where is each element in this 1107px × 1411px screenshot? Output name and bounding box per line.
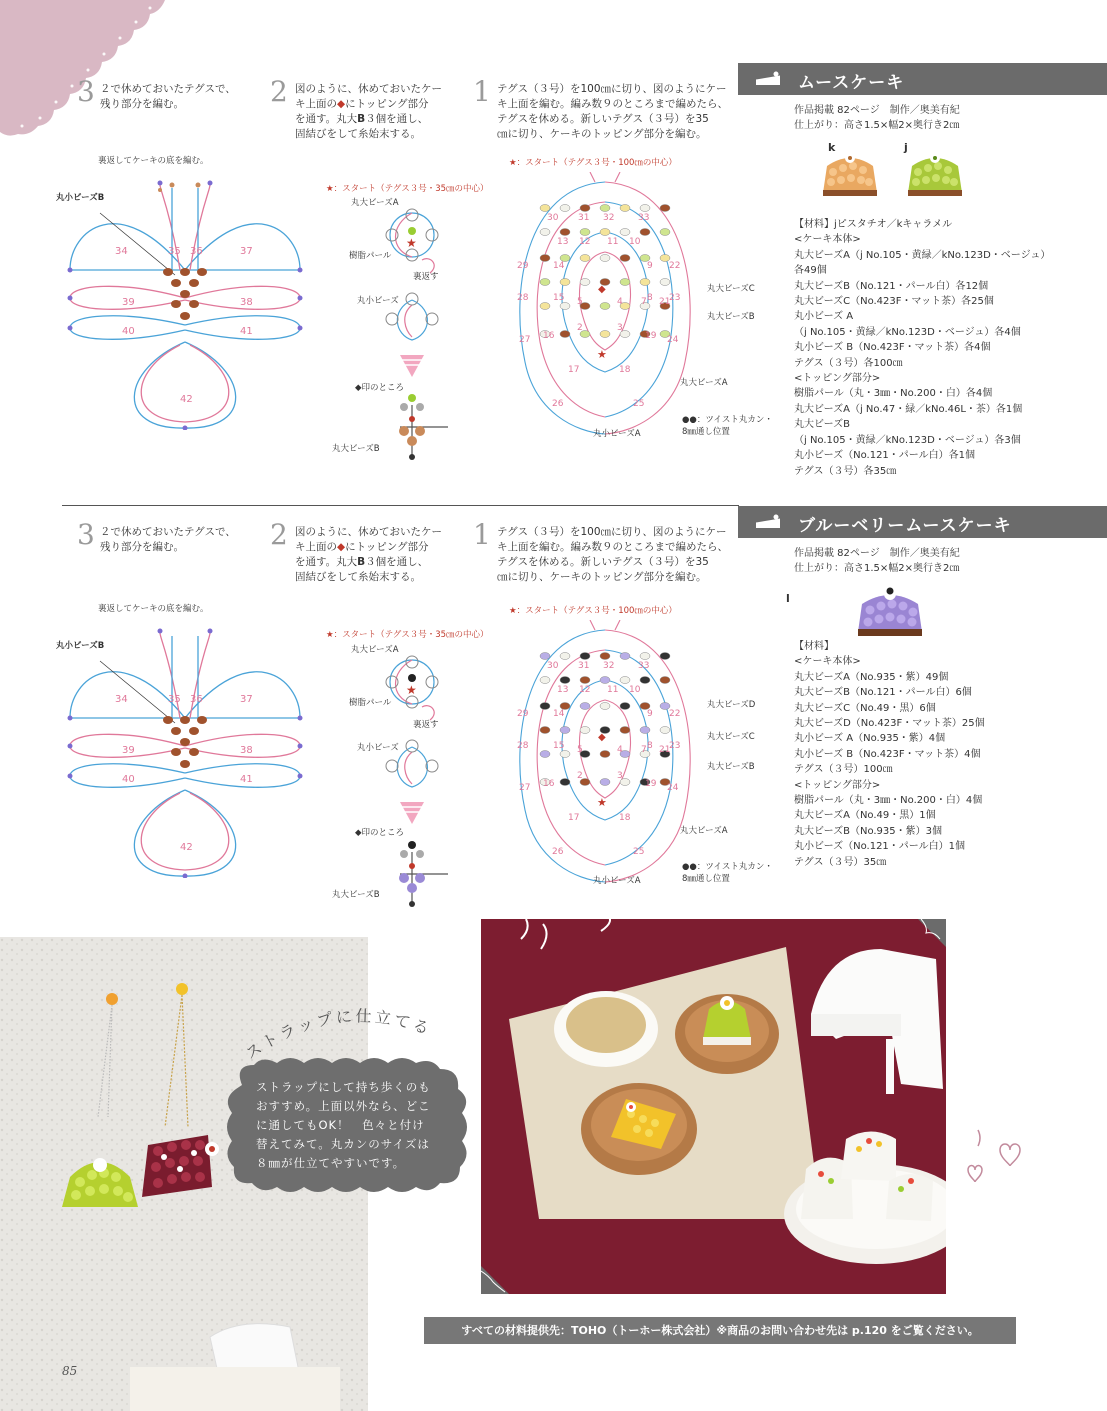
strap-heading-text: ストラップに仕立てる [241,1006,435,1064]
table-photo [481,919,946,1294]
step2-line-3c: ３個を通し、 [365,113,429,125]
label-maru-dai-d-2: 丸大ビーズD [707,700,756,710]
step2-2-line-4: 固結びをして糸始末する。 [295,571,421,583]
mousse-mat-13: 丸大ビーズB [794,419,850,431]
strap-text-5: ８㎜が仕立てやすいです。 [256,1156,406,1170]
cake-icon [754,71,784,87]
step1-2-line-3: テグスを休める。新しいテグス（３号）を35 [497,556,709,568]
step1-2-line-2: キ上面を編む。編み数９のところまで編めたら、 [497,541,728,553]
step2-2-line-3b: B [357,556,366,568]
svg-text:39: 39 [122,745,135,756]
label-start-35-2: ★：スタート（テグス３号・35㎝の中心） [326,630,489,640]
bottom-note: 裏返してケーキの底を編む。 [98,156,209,166]
mousse-mat-9: テグス（３号）各100㎝ [794,357,903,369]
svg-text:30: 30 [547,661,559,671]
label-maru-sho-beads: 丸小ビーズ [357,296,399,306]
bead [540,255,550,262]
svg-text:42: 42 [180,394,193,405]
blueberry-mat-1: <ケーキ本体> [794,656,861,668]
blueberry-mat-3: 丸大ビーズB（No.121・パール白）6個 [794,687,972,699]
step2-line-2-tail: にトッピング部分 [345,98,429,110]
footer-credit-bar: すべての材料提供先：TOHO（トーホー株式会社）※商品のお問い合わせ先は p.120 をご覧ください。 [424,1317,1016,1344]
label-maru-dai-b: 丸大ビーズB [707,312,755,322]
step2-line-1: 図のように、休めておいたケー [295,83,442,95]
label-maru-sho-beads-2: 丸小ビーズ [357,743,399,753]
step1-text [497,82,728,142]
blueberry-mat-13: 丸小ビーズ（No.121・パール白）1個 [794,841,965,853]
mousse-title-bar [738,63,1107,95]
bead [540,677,550,684]
strap-text-3: に通してもOK！ 色々と付け [256,1118,425,1132]
svg-text:18: 18 [619,813,631,823]
strap-text-4: 替えてみて。丸カンのサイズは [256,1137,430,1151]
blueberry-mat-8: テグス（３号）100㎝ [794,764,893,776]
svg-text:25: 25 [633,399,645,409]
bottom-note-2: 裏返してケーキの底を編む。 [98,604,209,614]
strap-text [256,1078,431,1173]
blueberry-mat-7: 丸小ビーズ B（No.423F・マット茶）4個 [794,748,981,760]
bead [560,331,570,338]
twist-note-2-1: ●●：ツイスト丸カン・ [682,862,773,872]
svg-text:5: 5 [577,745,583,755]
bead [560,279,570,286]
bead [580,229,590,236]
svg-text:28: 28 [517,293,529,303]
step3-number-2: 3 [77,518,95,551]
mousse-materials [794,217,1050,479]
svg-text:★: ★ [406,236,417,250]
blueberry-title: ブルーベリームースケーキ [798,516,1012,536]
bead [600,331,610,338]
bead [580,653,590,660]
svg-text:★: ★ [597,796,607,809]
blueberry-size-line: 仕上がり：高さ1.5×幅2×奥行き2㎝ [794,563,960,575]
bead [560,779,570,786]
bead [540,279,550,286]
mousse-pistachio-photo [900,148,970,203]
svg-text:41: 41 [240,326,253,337]
label-start-100: ★：スタート（テグス３号・100㎝の中心） [509,158,677,168]
step3-number: 3 [77,75,95,108]
twist-note-1: ●●：ツイスト丸カン・ [682,415,773,425]
step3-2-line-1: ２で休めておいたテグスで、 [100,526,236,538]
step1-line-2: キ上面を編む。編み数９のところまで編めたら、 [497,98,728,110]
mousse-mat-1: <ケーキ本体> [794,234,861,246]
bead [660,279,670,286]
blueberry-mat-4: 丸大ビーズC（No.49・黒）6個 [794,702,936,714]
svg-text:40: 40 [122,774,135,785]
topping-diagram [370,195,470,465]
svg-text:5: 5 [577,297,583,307]
bead [580,255,590,262]
bead [540,751,550,758]
label-uragaesu-2: 裏返す [413,720,439,730]
step2-line-3a: を通す。丸大 [295,113,358,125]
svg-text:16: 16 [543,779,555,789]
bead [580,205,590,212]
svg-text:7: 7 [641,297,647,307]
label-maru-dai-b-2: 丸大ビーズB [707,762,755,772]
mousse-size-line: 仕上がり：高さ1.5×幅2×奥行き2㎝ [794,120,960,132]
step1-text-2 [497,525,728,585]
bead [600,779,610,786]
svg-text:★: ★ [406,683,417,697]
heart-doodles [960,1120,1030,1190]
svg-text:14: 14 [553,709,565,719]
label-start-100-2: ★：スタート（テグス３号・100㎝の中心） [509,606,677,616]
bead [660,205,670,212]
bead [560,205,570,212]
bead [620,229,630,236]
svg-text:10: 10 [629,237,641,247]
bottom-diagram-2 [60,618,310,878]
mousse-mat-3: 各49個 [794,265,827,277]
label-maru-sho-b: 丸小ビーズB [56,193,105,203]
mousse-mat-14: （j No.105・黄緑／kNo.123D・ベージュ）各3個 [794,434,1021,446]
mousse-mat-4: 丸大ビーズB（No.121・パール白）各12個 [794,280,989,292]
svg-text:11: 11 [607,685,619,695]
svg-text:◆: ◆ [598,284,606,295]
label-maru-sho-b-2: 丸小ビーズB [56,641,105,651]
strap-text-2: おすすめ。上面以外なら、どこ [256,1099,431,1113]
blueberry-mat-2: 丸大ビーズA（No.935・紫）49個 [794,671,949,683]
mousse-mat-5: 丸大ビーズC（No.423F・マット茶）各25個 [794,296,994,308]
variant-k: k [828,141,836,154]
svg-text:26: 26 [552,847,564,857]
top-weave-diagram [495,172,715,442]
mousse-mat-11: 樹脂パール（丸・3㎜・No.200・白）各4個 [794,388,993,400]
bead [640,727,650,734]
step1-2-line-4: ㎝に切り、ケーキのトッピング部分を編む。 [497,571,707,583]
svg-text:9: 9 [647,261,653,271]
step2-text [295,82,442,142]
section-divider [62,505,739,506]
svg-text:24: 24 [667,335,679,345]
svg-text:2: 2 [577,323,583,333]
blueberry-mat-14: テグス（３号）35㎝ [794,856,887,868]
label-jushi-pearl: 樹脂パール [349,251,392,261]
svg-text:30: 30 [547,213,559,223]
bead [660,677,670,684]
blueberry-credit [794,546,960,577]
bead [640,205,650,212]
topping-diagram-2 [370,642,470,912]
bead [600,653,610,660]
bead [660,229,670,236]
label-maru-dai-b-topping: 丸大ビーズB [332,444,380,454]
bead [580,677,590,684]
svg-text:33: 33 [638,213,650,223]
svg-text:8: 8 [647,741,653,751]
svg-text:31: 31 [578,661,590,671]
bead [600,229,610,236]
svg-text:41: 41 [240,774,253,785]
label-maru-dai-c-2: 丸大ビーズC [707,732,755,742]
bead [540,703,550,710]
bead [580,279,590,286]
svg-text:34: 34 [115,694,128,705]
twist-note [682,413,773,437]
bead [580,703,590,710]
top-weave-diagram-2 [495,620,715,890]
mousse-mat-0: 【材料】jピスタチオ／kキャラメル [794,219,953,230]
svg-text:◆: ◆ [598,732,606,743]
svg-text:27: 27 [519,783,531,793]
svg-text:36: 36 [190,246,203,257]
label-maru-dai-a-topping-2: 丸大ビーズA [351,645,399,655]
step2-2-line-3a: を通す。丸大 [295,556,358,568]
svg-text:26: 26 [552,399,564,409]
mousse-mat-16: テグス（３号）各35㎝ [794,465,897,477]
svg-text:17: 17 [568,365,580,375]
blueberry-mat-12: 丸大ビーズB（No.935・紫）3個 [794,825,943,837]
bead [660,653,670,660]
svg-text:18: 18 [619,365,631,375]
svg-text:36: 36 [190,694,203,705]
corner-tag-top-right [918,919,946,947]
mousse-mat-8: 丸小ビーズ B（No.423F・マット茶）各4個 [794,342,991,354]
svg-text:13: 13 [557,237,569,247]
svg-text:10: 10 [629,685,641,695]
bead [620,677,630,684]
svg-text:7: 7 [641,745,647,755]
bead [660,727,670,734]
bead [620,205,630,212]
step2-2-line-2: キ上面の [295,541,337,553]
svg-text:39: 39 [122,297,135,308]
svg-text:15: 15 [553,741,565,751]
step2-2-line-1: 図のように、休めておいたケー [295,526,442,538]
step2-2-line-2-tail: にトッピング部分 [345,541,429,553]
step2-2-line-3c: ３個を通し、 [365,556,429,568]
bead [620,727,630,734]
step1-2-line-1: テグス（３号）を100㎝に切り、図のようにケー [497,526,727,538]
svg-text:28: 28 [517,741,529,751]
svg-text:14: 14 [553,261,565,271]
step3-line-1: ２で休めておいたテグスで、 [100,83,236,95]
bead [600,751,610,758]
strap-text-1: ストラップにして持ち歩くのも [256,1080,431,1094]
step1-number: 1 [473,75,491,108]
step2-text-2 [295,525,442,585]
diamond-icon: ◆ [337,541,346,553]
svg-text:3: 3 [617,323,623,333]
label-maru-sho-a-2: 丸小ビーズA [593,876,641,886]
bead [620,653,630,660]
step1-line-1: テグス（３号）を100㎝に切り、図のようにケー [497,83,727,95]
svg-text:40: 40 [122,326,135,337]
svg-text:2: 2 [577,771,583,781]
bead [560,677,570,684]
mousse-caramel-photo [815,148,885,203]
svg-text:19: 19 [645,779,657,789]
corner-tag-bottom-left [481,1266,509,1294]
blueberry-credit-line: 作品掲載 82ページ 制作／奥美有紀 [794,548,960,559]
label-shirushi-2: ◆印のところ [355,828,405,838]
step3-text [100,82,236,112]
svg-text:25: 25 [633,847,645,857]
svg-text:38: 38 [240,297,253,308]
blueberry-mat-5: 丸大ビーズD（No.423F・マット茶）25個 [794,718,985,730]
bead [580,727,590,734]
svg-text:29: 29 [517,261,529,271]
blueberry-mat-10: 樹脂パール（丸・3㎜・No.200・白）4個 [794,795,983,807]
svg-text:17: 17 [568,813,580,823]
bead [560,229,570,236]
svg-text:31: 31 [578,213,590,223]
bead [600,677,610,684]
bead [540,727,550,734]
bead [540,653,550,660]
page-number: 85 [62,1364,78,1378]
svg-text:34: 34 [115,246,128,257]
svg-text:11: 11 [607,237,619,247]
step2-line-3b: B [357,113,366,125]
svg-text:12: 12 [579,237,591,247]
bead [560,653,570,660]
mousse-credit-line: 作品掲載 82ページ 制作／奥美有紀 [794,105,960,116]
bead [600,205,610,212]
bead [640,677,650,684]
bead [560,303,570,310]
bead [640,279,650,286]
bead [640,229,650,236]
svg-text:37: 37 [240,246,253,257]
mousse-mat-15: 丸小ビーズ（No.121・パール白）各1個 [794,450,975,462]
blueberry-photo [850,582,930,644]
mousse-title: ムースケーキ [798,73,905,93]
step2-line-2: キ上面の [295,98,337,110]
step1-line-4: ㎝に切り、ケーキのトッピング部分を編む。 [497,128,707,140]
mousse-credit [794,103,960,134]
blueberry-mat-9: <トッピング部分> [794,779,881,791]
svg-text:32: 32 [603,213,615,223]
variant-j: j [904,141,908,154]
blueberry-title-bar [738,506,1107,538]
bead [620,279,630,286]
step1-number-2: 1 [473,518,491,551]
svg-text:22: 22 [669,261,681,271]
label-start-35: ★：スタート（テグス３号・35㎝の中心） [326,184,489,194]
svg-text:9: 9 [647,709,653,719]
cake-icon [754,514,784,530]
svg-text:42: 42 [180,842,193,853]
svg-text:35: 35 [168,246,181,257]
bead [540,205,550,212]
svg-text:19: 19 [645,331,657,341]
step2-line-4: 固結びをして糸始末する。 [295,128,421,140]
bead [640,653,650,660]
svg-text:35: 35 [168,694,181,705]
label-shirushi: ◆印のところ [355,383,405,393]
svg-text:33: 33 [638,661,650,671]
twist-note-2 [682,860,773,884]
bead [620,703,630,710]
svg-text:21: 21 [659,297,671,307]
svg-text:32: 32 [603,661,615,671]
mousse-mat-12: 丸大ビーズA（j No.47・緑／kNo.46L・茶）各1個 [794,403,1023,415]
blueberry-mat-6: 丸小ビーズ A（No.935・紫）4個 [794,733,946,745]
twist-note-2: 8㎜通し位置 [682,427,730,437]
label-maru-dai-b-topping-2: 丸大ビーズB [332,890,380,900]
twist-note-2-2: 8㎜通し位置 [682,874,730,884]
bead [620,255,630,262]
blueberry-mat-11: 丸大ビーズA（No.49・黒）1個 [794,810,936,822]
step1-line-3: テグスを休める。新しいテグス（３号）を35 [497,113,709,125]
step2-number: 2 [270,75,288,108]
svg-text:21: 21 [659,745,671,755]
svg-text:4: 4 [617,745,623,755]
svg-text:12: 12 [579,685,591,695]
step2-number-2: 2 [270,518,288,551]
svg-text:★: ★ [597,348,607,361]
svg-text:8: 8 [647,293,653,303]
label-uragaesu: 裏返す [413,272,439,282]
label-maru-dai-c: 丸大ビーズC [707,284,755,294]
bead [560,727,570,734]
blueberry-materials [794,639,985,870]
bead [600,303,610,310]
bead [540,229,550,236]
svg-text:24: 24 [667,783,679,793]
mousse-mat-6: 丸小ビーズ A [794,311,854,323]
step3-line-2: 残り部分を編む。 [100,98,184,110]
label-maru-dai-a-topping: 丸大ビーズA [351,198,399,208]
svg-text:23: 23 [669,293,681,303]
variant-l: l [786,592,790,605]
label-maru-dai-a: 丸大ビーズA [680,378,728,388]
step3-2-line-2: 残り部分を編む。 [100,541,184,553]
corner-decoration [0,0,170,140]
label-maru-dai-a-2: 丸大ビーズA [680,826,728,836]
bottom-diagram [60,170,310,430]
diamond-icon: ◆ [337,98,346,110]
svg-text:13: 13 [557,685,569,695]
svg-text:27: 27 [519,335,531,345]
bead [540,303,550,310]
step3-text-2 [100,525,236,555]
bead [560,751,570,758]
svg-text:22: 22 [669,709,681,719]
svg-text:16: 16 [543,331,555,341]
blueberry-mat-0: 【材料】 [794,641,834,652]
svg-text:29: 29 [517,709,529,719]
mousse-mat-2: 丸大ビーズA（j No.105・黄緑／kNo.123D・ベージュ） [794,249,1051,261]
table-scene [481,919,946,1294]
svg-text:37: 37 [240,694,253,705]
label-maru-sho-a: 丸小ビーズA [593,429,641,439]
svg-text:38: 38 [240,745,253,756]
svg-text:3: 3 [617,771,623,781]
svg-text:15: 15 [553,293,565,303]
label-jushi-pearl-2: 樹脂パール [349,698,392,708]
mousse-mat-7: （j No.105・黄緑／kNo.123D・ベージュ）各4個 [794,326,1021,338]
mousse-mat-10: <トッピング部分> [794,373,881,385]
bead [600,703,610,710]
svg-text:4: 4 [617,297,623,307]
bead [600,255,610,262]
svg-text:23: 23 [669,741,681,751]
